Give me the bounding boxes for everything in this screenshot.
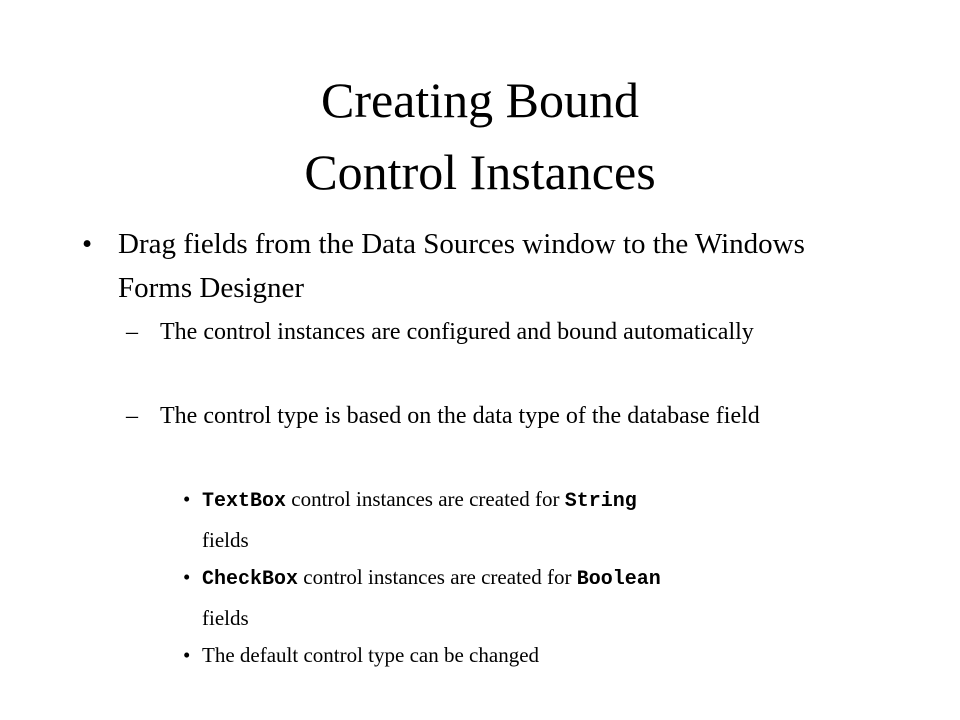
sub-sub-bullet-checkbox bbox=[183, 558, 882, 637]
bullet-marker: • bbox=[183, 643, 191, 667]
sub-bullet-text: The control type is based on the data type of the database field bbox=[160, 403, 760, 429]
slide-title bbox=[0, 64, 960, 208]
sub-sub-bullet-tail: fields bbox=[202, 606, 249, 630]
code-textbox: TextBox bbox=[202, 490, 287, 513]
code-string: String bbox=[564, 490, 637, 513]
sub-sub-bullet-text: control instances are created for bbox=[298, 565, 577, 589]
title-line-1: Creating Bound bbox=[320, 72, 640, 128]
title-line-2: Control Instances bbox=[304, 144, 656, 200]
dash-marker: – bbox=[126, 403, 138, 429]
code-checkbox: CheckBox bbox=[202, 568, 299, 591]
bullet-text: Drag fields from the Data Sources window to the Windows Forms Designer bbox=[118, 228, 805, 304]
sub-bullet-configured bbox=[126, 314, 840, 350]
bullet-marker: • bbox=[183, 565, 191, 589]
bullet-marker: • bbox=[82, 228, 93, 260]
sub-sub-bullet-text: control instances are created for bbox=[286, 487, 565, 511]
sub-bullet-control-type bbox=[126, 398, 840, 434]
sub-bullet-text: The control instances are configured and bound automatically bbox=[160, 319, 754, 345]
sub-sub-bullet-textbox bbox=[183, 480, 882, 559]
sub-sub-bullet-tail: fields bbox=[202, 528, 249, 552]
bullet-marker: • bbox=[183, 487, 191, 511]
sub-sub-bullet-default-type bbox=[183, 636, 882, 674]
bullet-drag-fields bbox=[82, 222, 878, 310]
code-boolean: Boolean bbox=[576, 568, 661, 591]
sub-sub-bullet-text: The default control type can be changed bbox=[202, 643, 540, 667]
dash-marker: – bbox=[126, 319, 138, 345]
